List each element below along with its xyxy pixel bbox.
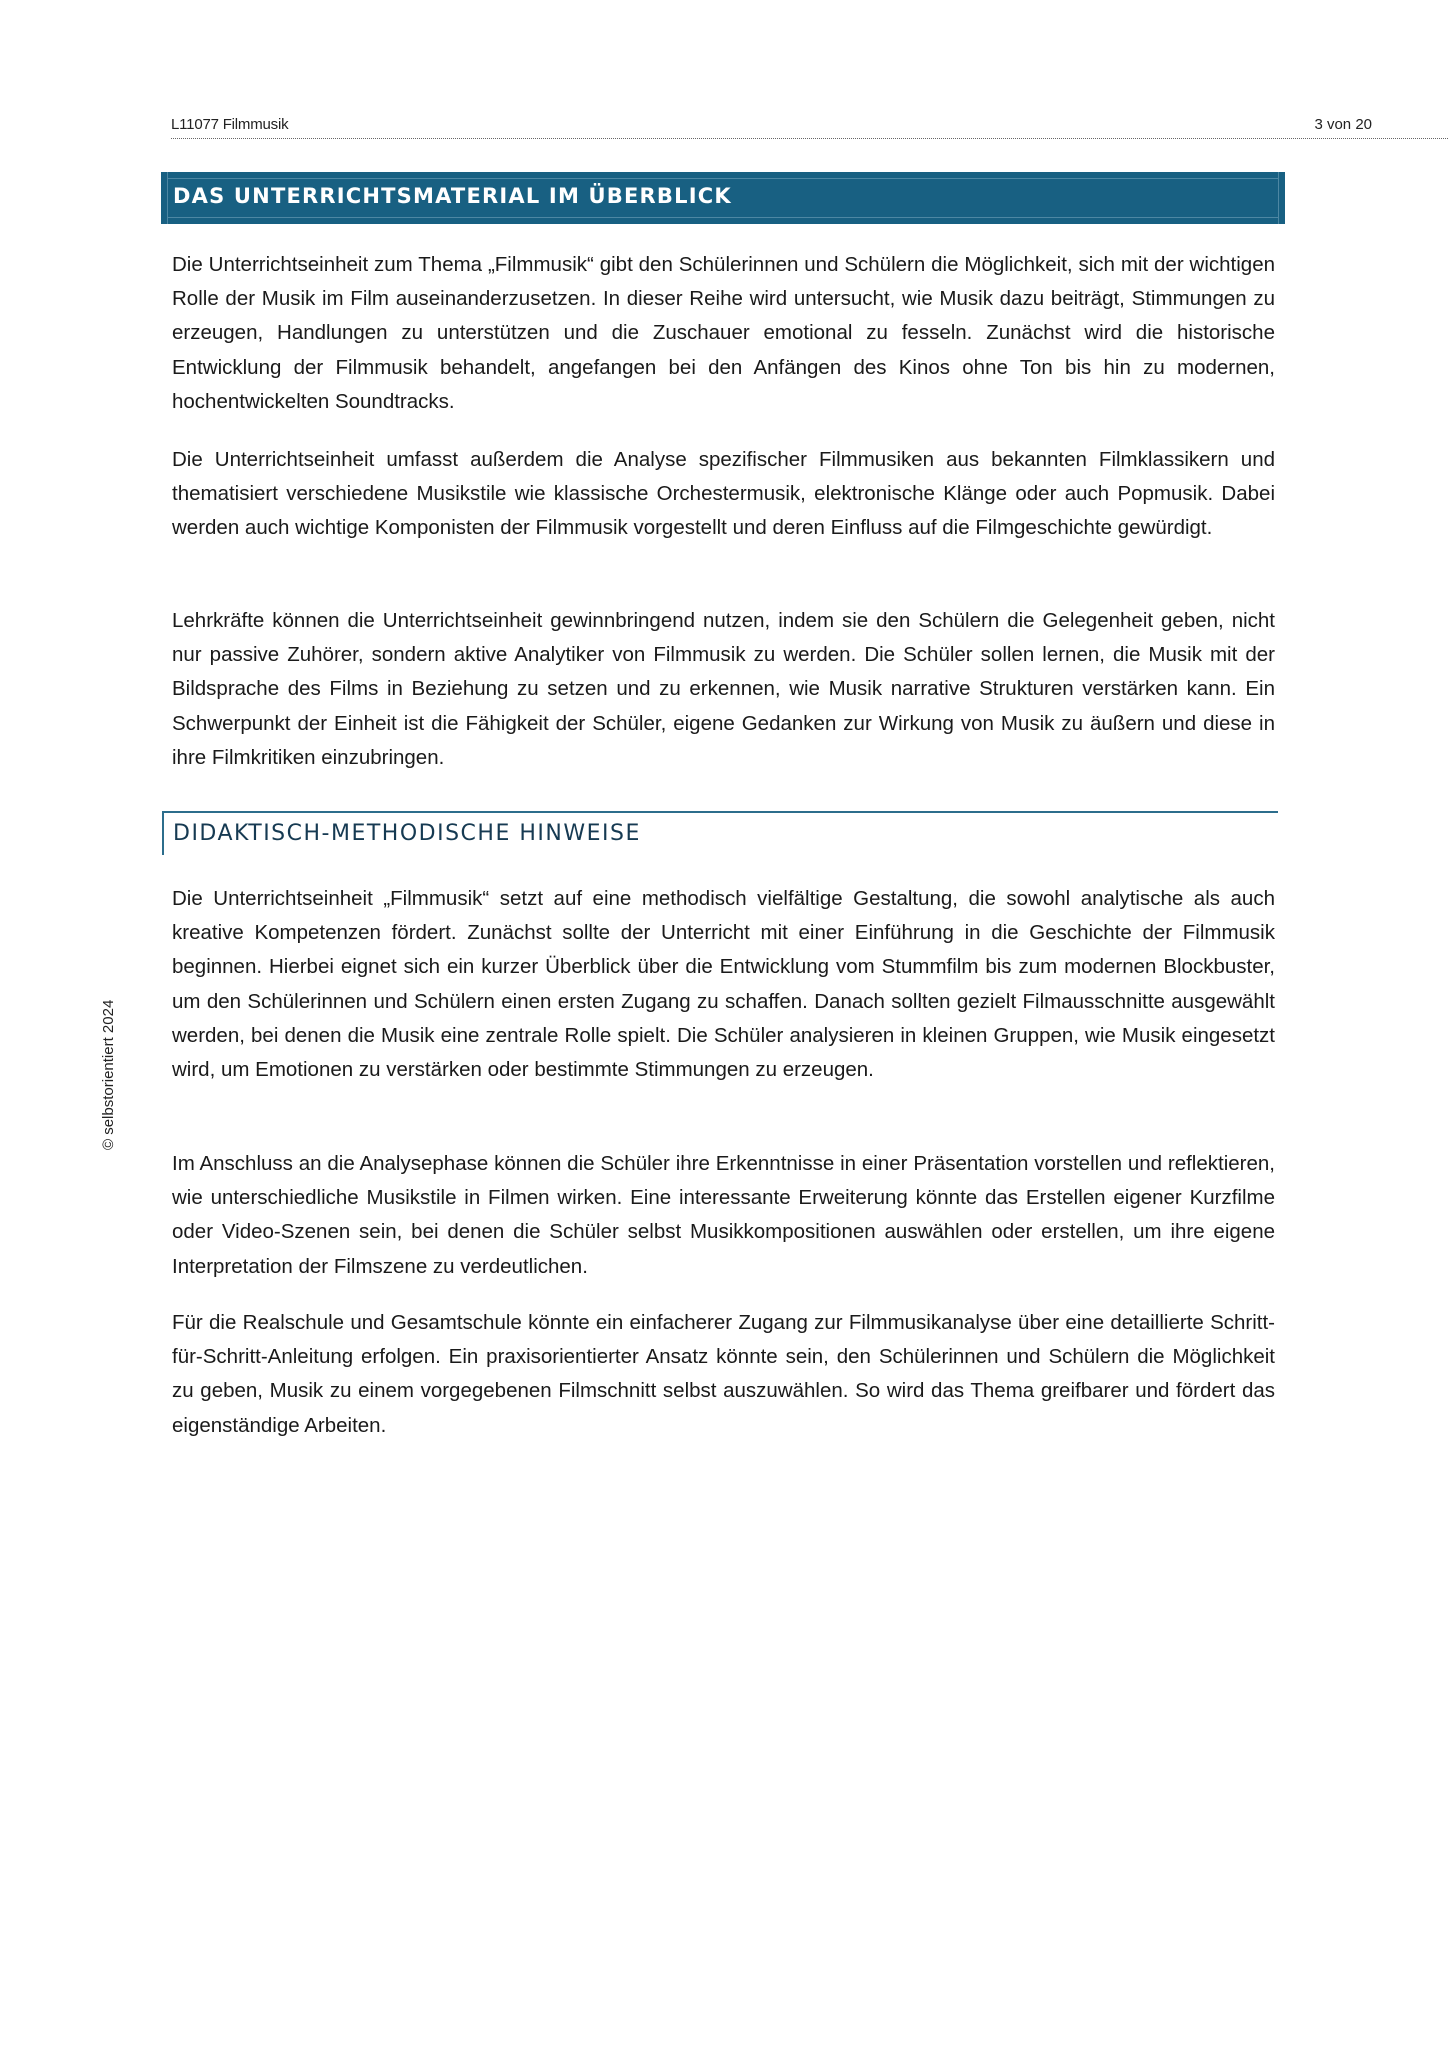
page-header (171, 114, 1448, 139)
paragraph: Die Unterrichtseinheit „Filmmusik“ setzt auf eine methodisch vielfältige Gestaltung, die sowohl analytische als auch kreative Kompetenzen fördert. Zunächst sollte der Unterricht mit einer Einführung in die Geschichte der Filmmusik beginnen. Hierbei eignet sich ein kurzer Überblick über die Entwicklung vom Stummfilm bis zum modernen Blockbuster, um den Schülerinnen und Schülern einen ersten Zugang zu schaffen. Danach sollten gezielt Filmausschnitte ausgewählt werden, bei denen die Musik eine zentrale Rolle spielt. Die Schüler analysieren in kleinen Gruppen, wie Musik eingesetzt wird, um Emotionen zu verstärken oder bestimmte Stimmungen zu erzeugen. (172, 887, 1275, 1082)
paragraph: Die Unterrichtseinheit zum Thema „Filmmusik“ gibt den Schülerinnen und Schülern die Möglichkeit, sich mit der wichtigen Rolle der Musik im Film auseinanderzusetzen. In dieser Reihe wird untersucht, wie Musik dazu beiträgt, Stimmungen zu erzeugen, Handlungen zu unterstützen und die Zuschauer emotional zu fesseln. Zunächst wird die historische Entwicklung der Filmmusik behandelt, angefangen bei den Anfängen des Kinos ohne Ton bis hin zu modernen, hochentwickelten Soundtracks. (172, 253, 1275, 413)
document-id: L11077 Filmmusik (171, 116, 289, 133)
paragraph: Im Anschluss an die Analysephase können die Schüler ihre Erkenntnisse in einer Präsentation vorstellen und reflektieren, wie unterschiedliche Musikstile in Filmen wirken. Eine interessante Erweiterung könnte das Erstellen eigener Kurzfilme oder Video-Szenen sein, bei denen die Schüler selbst Musikkompositionen auswählen oder erstellen, um ihre eigene Interpretation der Filmszene zu verdeutlichen. (172, 1152, 1275, 1278)
copyright-note: © selbstorientiert 2024 (100, 999, 117, 1150)
page-number: 3 von 20 (1314, 116, 1372, 133)
section-heading-band (161, 172, 1285, 224)
paragraph: Für die Realschule und Gesamtschule könnte ein einfacherer Zugang zur Filmmusikanalyse über eine detaillierte Schritt-für-Schritt-Anleitung erfolgen. Ein praxisorientierter Ansatz könnte sein, den Schülerinnen und Schülern die Möglichkeit zu geben, Musik zu einem vorgegebenen Filmschnitt selbst auszuwählen. So wird das Thema greifbarer und fördert das eigenständige Arbeiten. (172, 1311, 1275, 1437)
heading-band-decoration (1278, 172, 1279, 224)
paragraph: Die Unterrichtseinheit umfasst außerdem die Analyse spezifischer Filmmusiken aus bekannten Filmklassikern und thematisiert verschiedene Musikstile wie klassische Orchestermusik, elektronische Klänge oder auch Popmusik. Dabei werden auch wichtige Komponisten der Filmmusik vorgestellt und deren Einfluss auf die Filmgeschichte gewürdigt. (172, 448, 1275, 540)
section-heading-overview: DAS UNTERRICHTSMATERIAL IM ÜBERBLICK (173, 184, 732, 208)
paragraph: Lehrkräfte können die Unterrichtseinheit gewinnbringend nutzen, indem sie den Schülern die Gelegenheit geben, nicht nur passive Zuhörer, sondern aktive Analytiker von Filmmusik zu werden. Die Schüler sollen lernen, die Musik mit der Bildsprache des Films in Beziehung zu setzen und zu erkennen, wie Musik narrative Strukturen verstärken kann. Ein Schwerpunkt der Einheit ist die Fähigkeit der Schüler, eigene Gedanken zur Wirkung von Musik zu äußern und diese in ihre Filmkritiken einzubringen. (172, 609, 1275, 769)
subsection-heading-box (162, 811, 1278, 855)
section-heading-didactic: DIDAKTISCH-METHODISCHE HINWEISE (173, 821, 641, 846)
